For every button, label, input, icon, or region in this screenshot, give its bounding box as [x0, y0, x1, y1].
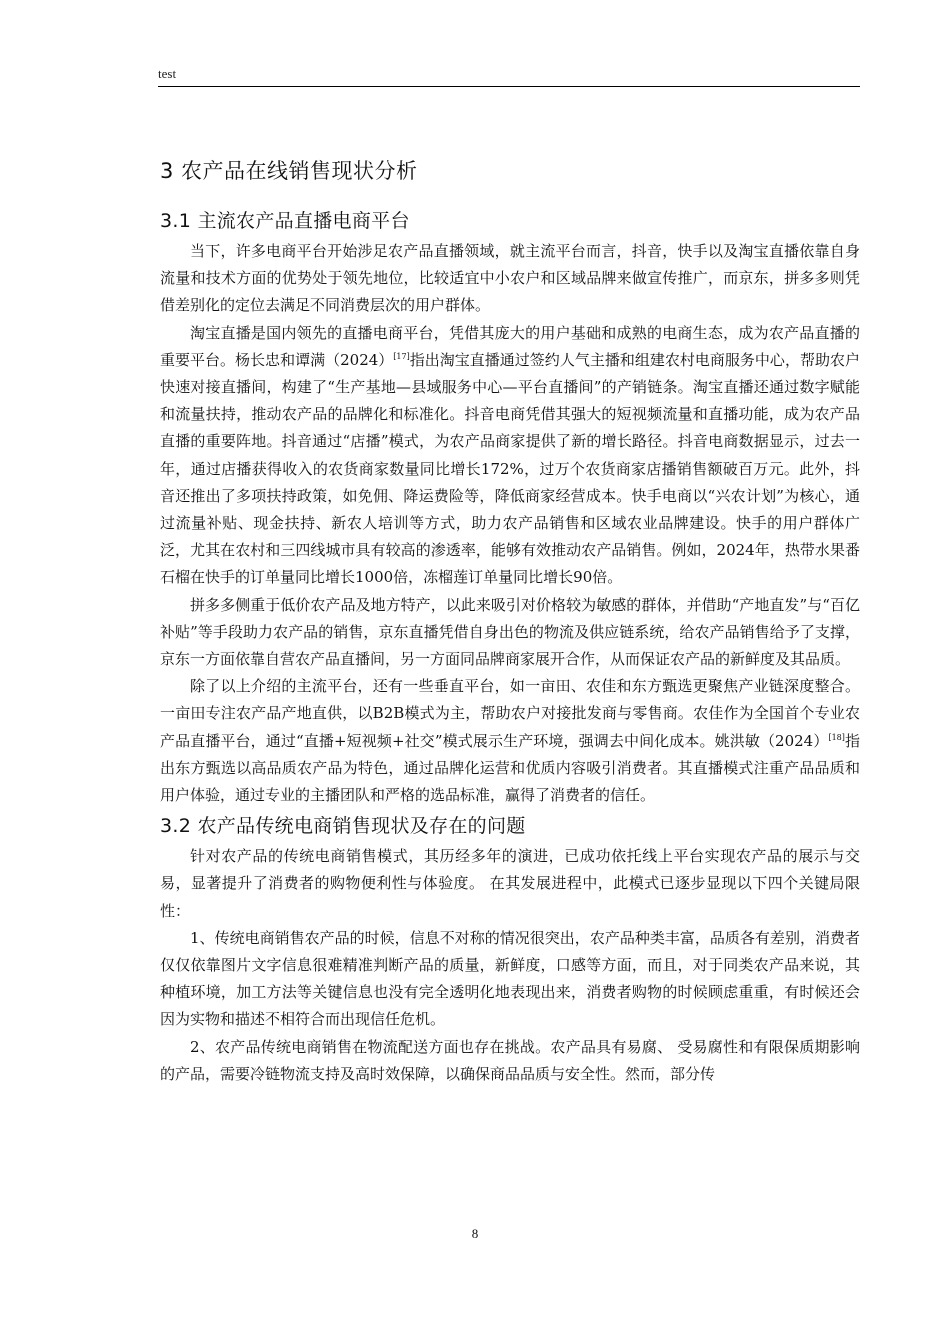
- paragraph: 1、传统电商销售农产品的时候，信息不对称的情况很突出，农产品种类丰富，品质各有差别，消费者仅仅依靠图片文字信息很难精准判断产品的质量，新鲜度，口感等方面，而且，对于同类农产品来说，其种植环境，加工方法等关键信息也没有完全透明化地表现出来，消费者购物的时候顾虑重重，有时候还会因为实物和描述不相符合而出现信任危机。: [160, 928, 860, 1029]
- header-rule: [158, 86, 860, 87]
- paragraph: 针对农产品的传统电商销售模式，其历经多年的演进，已成功依托线上平台实现农产品的展示与交易，显著提升了消费者的购物便利性与体验度。 在其发展进程中，此模式已逐步显现以下四个关键局限性：: [160, 847, 860, 920]
- citation-ref: [17]: [393, 351, 410, 361]
- paragraph-text: 指出淘宝直播通过签约人气主播和组建农村电商服务中心，帮助农户快速对接直播间，构建了“生产基地—县域服务中心—平台直播间”的产销链条。淘宝直播还通过数字赋能和流量扶持，推动农产品的品牌化和标准化。抖音电商凭借其强大的短视频流量和直播功能，成为农产品直播的重要阵地。抖音通过“店播”模式，为农产品商家提供了新的增长路径。抖音电商数据显示，过去一年，通过店播获得收入的农货商家数量同比增长172%，过万个农货商家店播销售额破百万元。此外，抖音还推出了多项扶持政策，如免佣、降运费险等，降低商家经营成本。快手电商以“兴农计划”为核心，通过流量补贴、现金扶持、新农人培训等方式，助力农产品销售和区域农业品牌建设。快手的用户群体广泛，尤其在农村和三四线城市具有较高的渗透率，能够有效推动农产品销售。例如，2024年，热带水果番石榴在快手的订单量同比增长1000倍，冻榴莲订单量同比增长90倍。: [160, 350, 860, 587]
- paragraph-text: 淘宝直播是国内领先的直播电商平台，凭借其庞大的用户基础和成熟的电商生态，成为农产品直播的重要平台。杨长忠和谭满（2024）: [160, 323, 860, 369]
- paragraph: 2、农产品传统电商销售在物流配送方面也存在挑战。农产品具有易腐、 受易腐性和有限保质期影响的产品，需要冷链物流支持及高时效保障，以确保商品品质与安全性。然而，部分传: [160, 1037, 860, 1083]
- section-title: 3.2 农产品传统电商销售现状及存在的问题: [160, 815, 526, 838]
- paragraph: [160, 673, 860, 809]
- paragraph: 拼多多侧重于低价农产品及地方特产，以此来吸引对价格较为敏感的群体，并借助“产地直发”与“百亿补贴”等手段助力农产品的销售，京东直播凭借自身出色的物流及供应链系统，给农产品销售给予了支撑，京东一方面依靠自营农产品直播间，另一方面同品牌商家展开合作，从而保证农产品的新鲜度及其品质。: [160, 595, 860, 669]
- paragraph-text: 指出东方甄选以高品质农产品为特色，通过品牌化运营和优质内容吸引消费者。其直播模式注重产品品质和用户体验，通过专业的主播团队和严格的选品标准，赢得了消费者的信任。: [160, 731, 860, 805]
- page-content: [160, 152, 860, 1088]
- paragraph-text: 除了以上介绍的主流平台，还有一些垂直平台，如一亩田、农佳和东方甄选更聚焦产业链深度整合。一亩田专注农产品产地直供，以B2B模式为主，帮助农户对接批发商与零售商。农佳作为全国首个专业农产品直播平台，通过“直播+短视频+社交”模式展示生产环境，强调去中间化成本。姚洪敏（2024）: [160, 677, 860, 750]
- chapter-title: 3 农产品在线销售现状分析: [160, 159, 418, 183]
- running-header: test: [158, 66, 177, 81]
- paragraph: [160, 320, 860, 592]
- citation-ref: [18]: [828, 732, 845, 742]
- section-title: 3.1 主流农产品直播电商平台: [160, 210, 410, 232]
- paragraph: 当下，许多电商平台开始涉足农产品直播领域，就主流平台而言，抖音，快手以及淘宝直播依靠自身流量和技术方面的优势处于领先地位，比较适宜中小农户和区域品牌来做宣传推广，而京东，拼多多则凭借差别化的定位去满足不同消费层次的用户群体。: [160, 242, 860, 315]
- page-number: 8: [471, 1226, 479, 1241]
